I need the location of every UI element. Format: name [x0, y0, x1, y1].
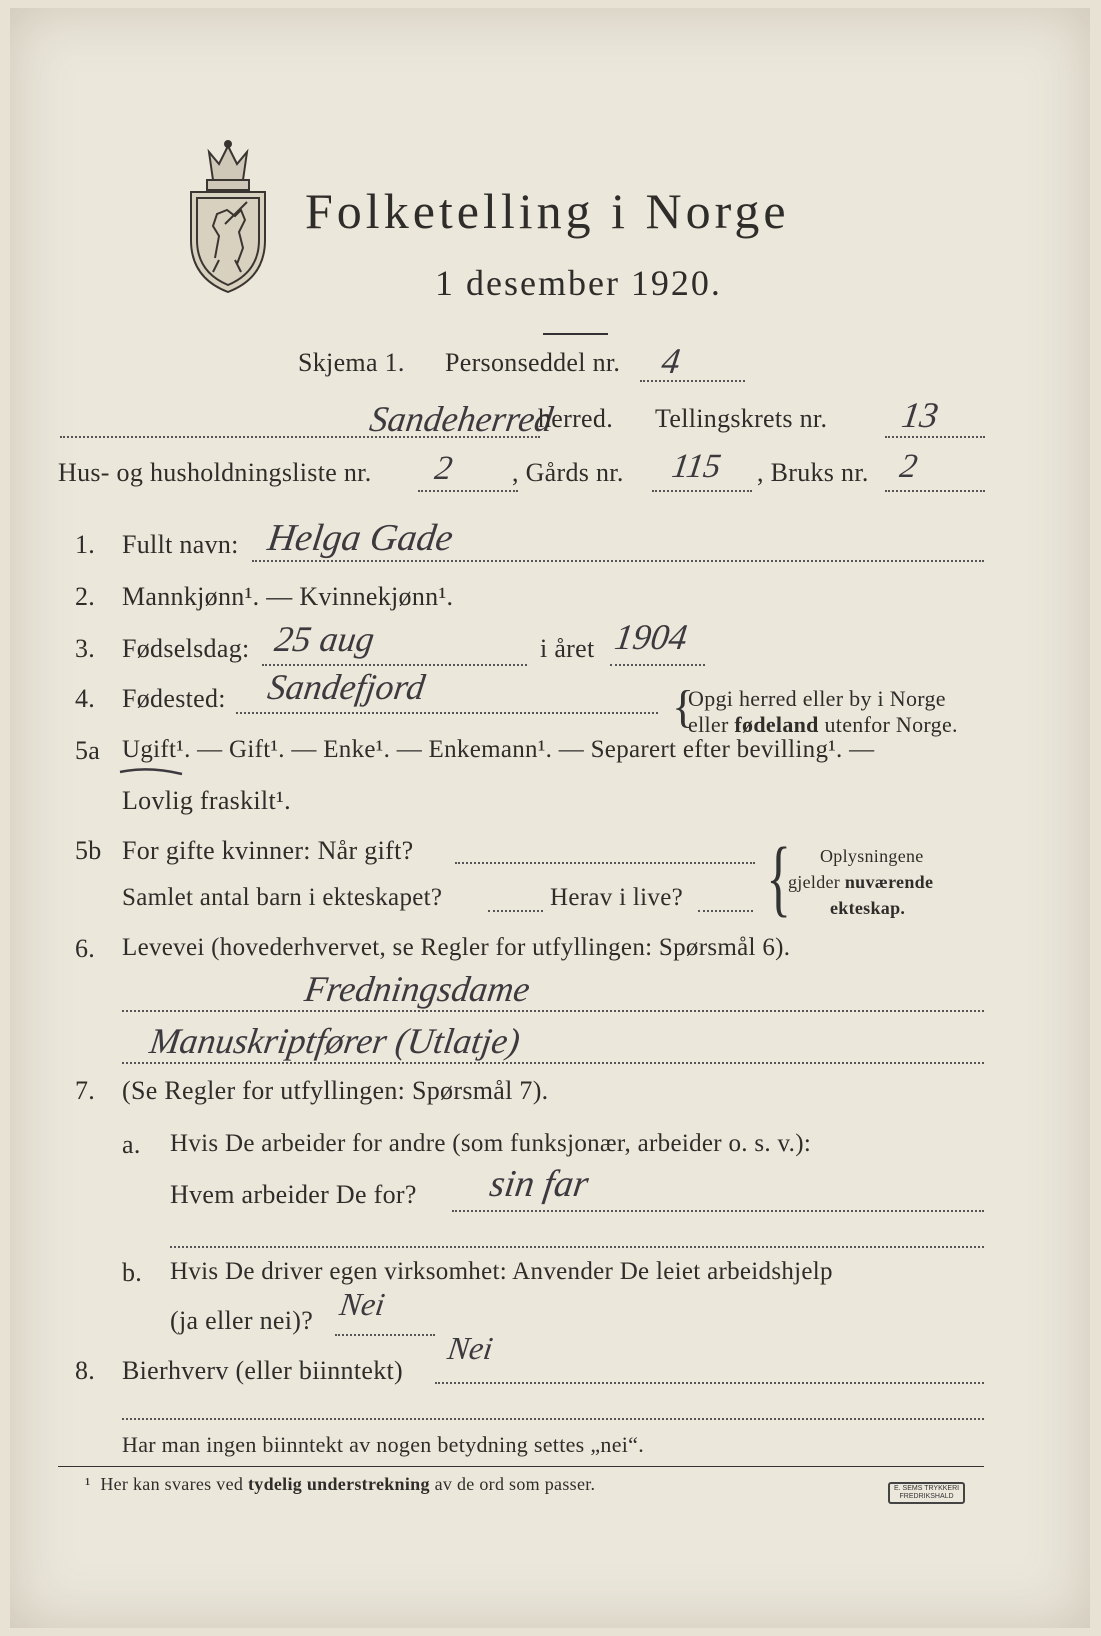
- q8-label: Bierhverv (eller biinntekt): [122, 1356, 403, 1385]
- q5b-note-line2-pre: gjelder: [788, 872, 845, 892]
- q5b-married-line: [455, 862, 755, 864]
- q5b-number: 5b: [75, 836, 102, 865]
- herred-value: Sandeherred: [367, 399, 556, 439]
- q3-year-line: [610, 664, 705, 666]
- footnote-bold: tydelig understrekning: [247, 1474, 430, 1494]
- form-date: 1 desember 1920.: [435, 263, 722, 303]
- footnote: [85, 1474, 595, 1495]
- q4-label: Fødested:: [122, 684, 226, 713]
- gards-value: 115: [669, 448, 724, 485]
- q1-value: Helga Gade: [265, 517, 456, 559]
- q3-year-value: 1904: [612, 617, 690, 657]
- husliste-value: 2: [432, 450, 455, 487]
- q2-number: 2.: [75, 582, 96, 611]
- q3-label: Fødselsdag:: [122, 634, 250, 663]
- husliste-line: [418, 490, 518, 492]
- q5b-note-brace: {: [766, 829, 792, 925]
- q1-line: [252, 560, 984, 562]
- q5b-note-line1: Oplysningene: [820, 846, 924, 866]
- q7b-line1: Hvis De driver egen virksomhet: Anvender De leiet arbeidshjelp: [170, 1258, 833, 1285]
- q7-number: 7.: [75, 1076, 96, 1105]
- q6-line2: [122, 1062, 984, 1064]
- q1-label: Fullt navn:: [122, 530, 239, 559]
- q8-number: 8.: [75, 1356, 96, 1385]
- q7a-line: [452, 1210, 984, 1212]
- ugift-underline-mark: [118, 764, 188, 778]
- gards-line: [652, 490, 752, 492]
- q4-note-line2-bold: fødeland: [734, 712, 819, 737]
- q4-note-brace: {: [672, 681, 695, 732]
- title-divider: [543, 333, 608, 335]
- q7b-value: Nei: [337, 1286, 388, 1322]
- q4-note-line2: [688, 712, 958, 738]
- footnote-post: av de ord som passer.: [429, 1474, 596, 1494]
- q7-label: (Se Regler for utfyllingen: Spørsmål 7).: [122, 1076, 549, 1105]
- q4-value: Sandefjord: [265, 667, 428, 707]
- q8-line: [435, 1382, 984, 1384]
- printer-stamp-line1: E. SEMS TRYKKERI: [894, 1485, 960, 1492]
- q6-value-line2: Manuskriptfører (Utlatje): [147, 1021, 523, 1061]
- q6-line1: [122, 1010, 984, 1012]
- q8-value: Nei: [445, 1330, 496, 1366]
- herred-label: herred.: [538, 404, 613, 433]
- q4-note-line1: Opgi herred eller by i Norge: [688, 686, 946, 711]
- form-title: Folketelling i Norge: [305, 183, 790, 239]
- footnote-mark: ¹: [85, 1474, 91, 1494]
- skjema-label: Skjema 1.: [298, 348, 405, 377]
- printer-stamp: [888, 1482, 965, 1504]
- tellingskrets-line: [885, 436, 985, 438]
- q3-day-value: 25 aug: [272, 619, 377, 659]
- q8-line2: [122, 1418, 984, 1420]
- printer-stamp-line2: FREDRIKSHALD: [899, 1493, 954, 1500]
- husliste-label: Hus- og husholdningsliste nr.: [58, 458, 372, 487]
- q5a-line1: Ugift¹. — Gift¹. — Enke¹. — Enkemann¹. — Separert efter bevilling¹. —: [122, 736, 875, 763]
- q7a-line2: Hvem arbeider De for?: [170, 1180, 417, 1209]
- q4-line: [236, 712, 658, 714]
- q5b-alive-line: [698, 910, 753, 912]
- footnote-pre: Her kan svares ved: [100, 1474, 248, 1494]
- personseddel-line: [640, 380, 745, 382]
- q6-value-line1: Fredningsdame: [302, 969, 533, 1009]
- tellingskrets-label: Tellingskrets nr.: [655, 404, 828, 433]
- personseddel-value: 4: [659, 341, 683, 381]
- q5b-line1: For gifte kvinner: Når gift?: [122, 836, 414, 865]
- q7a-line1: Hvis De arbeider for andre (som funksjonær, arbeider o. s. v.):: [170, 1130, 812, 1157]
- q6-label: Levevei (hovederhvervet, se Regler for utfyllingen: Spørsmål 6).: [122, 934, 791, 961]
- q4-note-line2-pre: eller: [688, 712, 735, 737]
- q7a-letter: a.: [122, 1130, 141, 1159]
- bruks-label: , Bruks nr.: [757, 458, 869, 487]
- q6-number: 6.: [75, 934, 96, 963]
- q7a-value: sin far: [487, 1163, 592, 1205]
- q2-label: Mannkjønn¹. — Kvinnekjønn¹.: [122, 582, 454, 611]
- bruks-line: [885, 490, 985, 492]
- q4-number: 4.: [75, 684, 96, 713]
- gards-label: , Gårds nr.: [512, 458, 624, 487]
- q7b-line: [335, 1334, 435, 1336]
- q5b-line2: Samlet antal barn i ekteskapet?: [122, 884, 443, 911]
- q7a-line2: [170, 1246, 984, 1248]
- footer-divider: [58, 1466, 984, 1467]
- tellingskrets-value: 13: [899, 395, 941, 435]
- q7b-letter: b.: [122, 1258, 143, 1287]
- q5b-note-line2: [788, 872, 933, 893]
- q4-note-line2-post: utenfor Norge.: [818, 712, 958, 737]
- q5b-herav: Herav i live?: [550, 884, 684, 911]
- q3-year-label: i året: [540, 634, 595, 663]
- coat-of-arms-icon: [183, 140, 273, 300]
- q3-number: 3.: [75, 634, 96, 663]
- q5a-number: 5a: [75, 736, 101, 765]
- q1-number: 1.: [75, 530, 96, 559]
- q5b-children-line: [488, 910, 543, 912]
- footer-note: Har man ingen biinntekt av nogen betydning settes „nei“.: [122, 1432, 645, 1457]
- q5a-line2: Lovlig fraskilt¹.: [122, 786, 291, 815]
- q5b-note-line2-bold: nuværende: [844, 872, 934, 892]
- bruks-value: 2: [897, 448, 920, 485]
- q5b-note-line3: ekteskap.: [830, 898, 906, 918]
- q7b-line2: (ja eller nei)?: [170, 1306, 314, 1335]
- personseddel-label: Personseddel nr.: [445, 348, 621, 377]
